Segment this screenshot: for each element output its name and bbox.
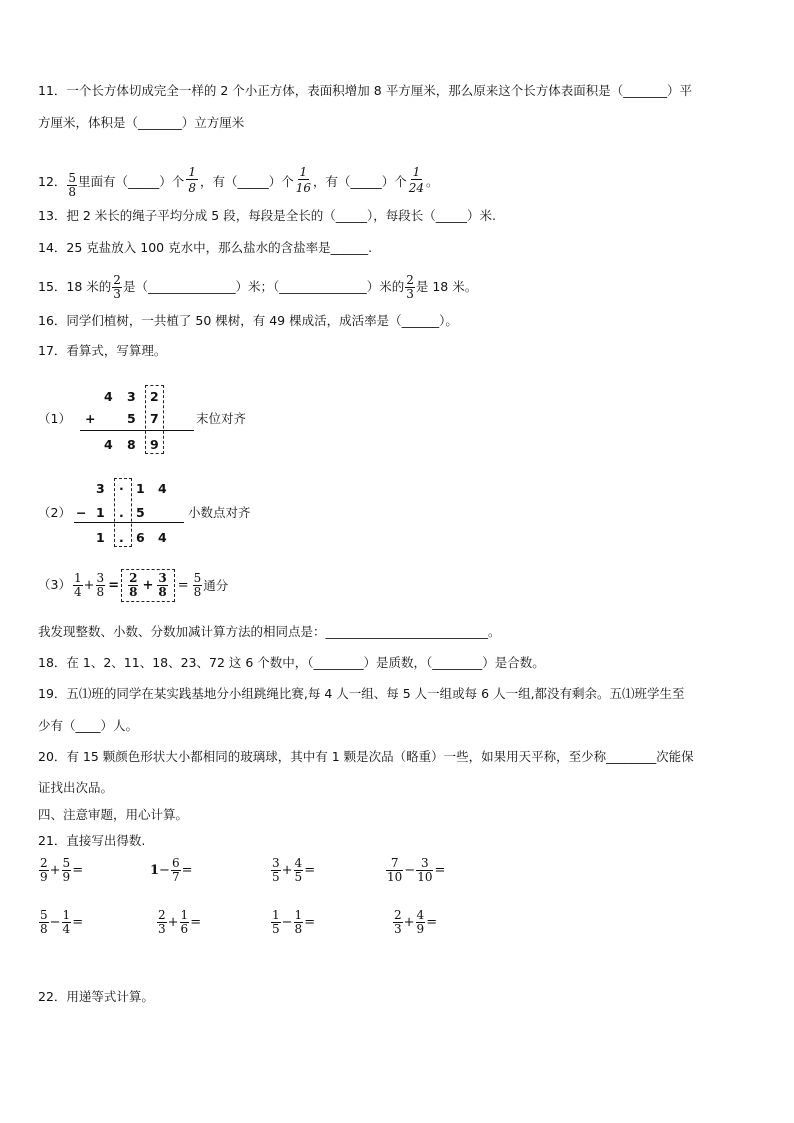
q17-p2-digit: 5 xyxy=(136,505,145,520)
q17-p1-digit: 4 xyxy=(104,389,113,404)
q17-part3-label: （3） xyxy=(38,577,71,592)
q18: 18．在 1、2、11、18、23、72 这 6 个数中，（________）是质数，（________）是合数。 xyxy=(38,655,545,670)
q21-item: $\frac{2}{3}$ + $\frac{1}{6}$ = xyxy=(158,908,202,936)
q17-p2-note: 小数点对齐 xyxy=(188,505,251,520)
q17-p2-digit: 6 xyxy=(136,530,145,545)
q17-p2-digit: 4 xyxy=(158,530,167,545)
q17-p1-digit: 4 xyxy=(104,437,113,452)
q17-p1-digit: 7 xyxy=(150,411,159,426)
q17-p1-digit: 5 xyxy=(127,411,136,426)
q17-p2-digit: 4 xyxy=(158,481,167,496)
q16: 16．同学们植树，一共植了 50 棵树，有 49 棵成活，成活率是（______）。 xyxy=(38,313,458,328)
q21-item: $\frac{2}{9}$ + $\frac{5}{9}$ = xyxy=(40,856,84,884)
q17-p2-digit: 1 xyxy=(96,530,105,545)
q11-line2: 方厘米，体积是（_______）立方厘米 xyxy=(38,115,245,130)
q19-line1: 19．五⑴班的同学在某实践基地分小组跳绳比赛,每 4 人一组、每 5 人一组或每 6 人一组,都没有剩余。五⑴班学生至 xyxy=(38,686,685,701)
q17-p3-frac: $\frac{3}{8}$ xyxy=(96,570,105,599)
q12: 12． $\frac{5}{8}$ 里面有（_____）个 $\frac{1}{8}$ ，有（_____）个 $\frac{1}{16}$ ，有（_____）个 $\frac{1}{24}$ 。 xyxy=(38,172,439,209)
q17-p3-frac: $\frac{1}{4}$ xyxy=(74,570,82,599)
section-4-heading: 四、注意审题，用心计算。 xyxy=(38,807,189,822)
q17-p3-expression: $\frac{1}{4}$ + $\frac{3}{8}$ = $\frac{2}{8}$ + $\frac{3}{8}$ = $\frac{5}{8}$ 通分 xyxy=(72,566,228,604)
q17-p1-digit: 8 xyxy=(127,437,136,452)
q20-line2: 证找出次品。 xyxy=(38,780,114,795)
q17-p1-digit: 9 xyxy=(150,437,159,452)
q11-line1: 11．一个长方体切成完全一样的 2 个小正方体，表面积增加 8 平方厘米，那么原来这个长方体表面积是（_______）平 xyxy=(38,83,692,98)
q17-p1-rule xyxy=(80,430,194,431)
q12-main-fraction: $\frac{5}{8}$ xyxy=(68,171,77,199)
q17-p1-digit: 2 xyxy=(150,389,159,404)
q12-fraction-1: $\frac{1}{8}$ xyxy=(188,165,196,195)
q22: 22．用递等式计算。 xyxy=(38,989,154,1004)
q17-title: 17．看算式，写算理。 xyxy=(38,343,167,358)
q15-fraction-1: $\frac{2}{3}$ xyxy=(113,273,121,301)
q17-p1-digit: 3 xyxy=(127,389,136,404)
q21-item: $\frac{7}{10}$ − $\frac{3}{10}$ = xyxy=(387,856,446,884)
q21-item: 1 − $\frac{6}{7}$ = xyxy=(150,856,193,884)
q21-title: 21．直接写出得数. xyxy=(38,833,146,848)
q17-part2-label: （2） xyxy=(38,505,71,520)
q17-p2-point: . xyxy=(119,478,124,493)
q17-p3-frac: $\frac{2}{8}$ xyxy=(129,570,138,599)
q21-item: $\frac{5}{8}$ − $\frac{1}{4}$ = xyxy=(40,908,84,936)
q15-fraction-2: $\frac{2}{3}$ xyxy=(406,273,414,301)
q17-p3-dashed-box: $\frac{2}{8}$ + $\frac{3}{8}$ xyxy=(121,569,175,602)
q12-fraction-2: $\frac{1}{16}$ xyxy=(295,165,311,195)
q17-p2-digit: 3 xyxy=(96,481,105,496)
q14: 14．25 克盐放入 100 克水中，那么盐水的含盐率是______. xyxy=(38,240,373,255)
q17-p3-frac: $\frac{5}{8}$ xyxy=(193,570,202,599)
q17-p1-note: 末位对齐 xyxy=(196,411,247,426)
q17-p1-dashed-box xyxy=(145,385,164,454)
q21-item: $\frac{1}{5}$ − $\frac{1}{8}$ = xyxy=(272,908,316,936)
q17-p2-minus: − xyxy=(76,505,87,520)
q17-p2-point: . xyxy=(119,505,124,520)
q17-p1-plus: + xyxy=(85,411,96,426)
q17-finding: 我发现整数、小数、分数加减计算方法的相同点是：__________________________。 xyxy=(38,624,501,639)
q17-p2-point: . xyxy=(119,530,124,545)
q17-p2-digit: 1 xyxy=(96,505,105,520)
q17-part1-label: （1） xyxy=(38,411,71,426)
q21-item: $\frac{2}{3}$ + $\frac{4}{9}$ = xyxy=(394,908,438,936)
q12-fraction-3: $\frac{1}{24}$ xyxy=(408,165,425,195)
q19-line2: 少有（____）人。 xyxy=(38,718,139,733)
q15: 15．18 米的 $\frac{2}{3}$ 是（______________）米；（______________）米的 $\frac{2}{3}$ 是 18 米。 xyxy=(38,273,478,301)
q17-p2-digit: 1 xyxy=(136,481,145,496)
q17-p3-frac: $\frac{3}{8}$ xyxy=(158,570,167,599)
q13: 13．把 2 米长的绳子平均分成 5 段，每段是全长的（_____），每段长（_____）米. xyxy=(38,208,496,223)
q21-item: $\frac{3}{5}$ + $\frac{4}{5}$ = xyxy=(272,856,316,884)
q20-line1: 20．有 15 颗颜色形状大小都相同的玻璃球，其中有 1 颗是次品（略重）一些，如果用天平称，至少称________次能保 xyxy=(38,749,694,764)
q17-p2-dashed-box xyxy=(114,478,132,547)
